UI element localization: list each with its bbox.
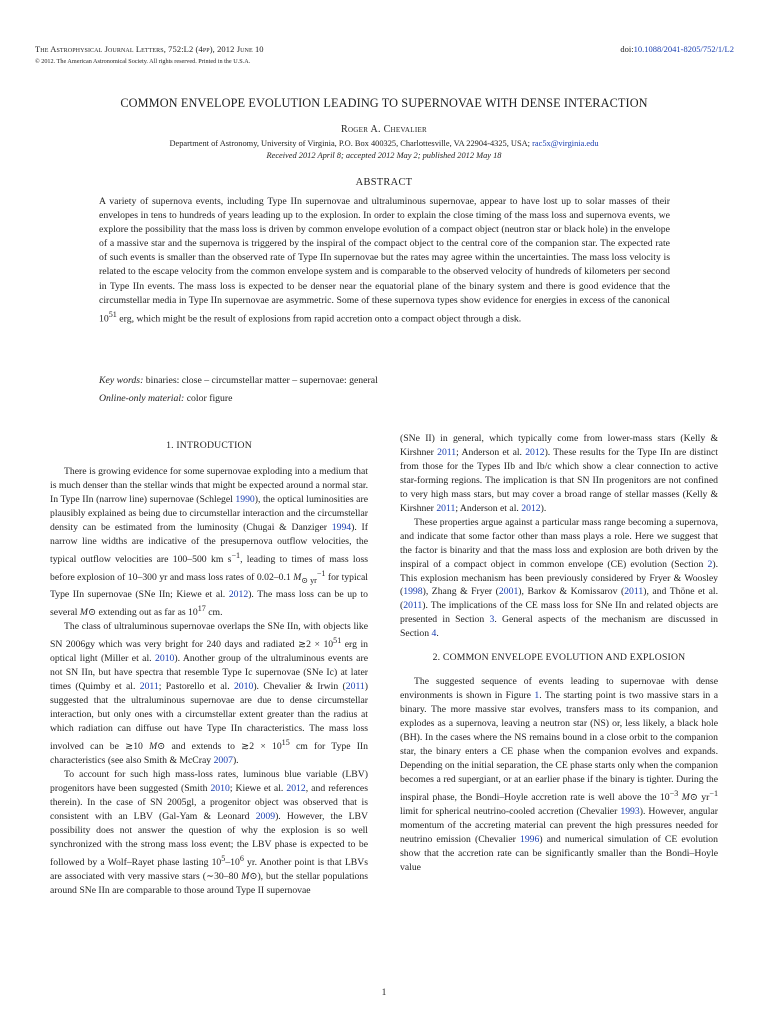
author-name: Roger A. Chevalier bbox=[340, 124, 428, 135]
citation-link[interactable]: 2011 bbox=[403, 600, 423, 612]
online-material-label: Online-only material: bbox=[99, 392, 185, 404]
publication-dates: Received 2012 April 8; accepted 2012 May 2; published 2012 May 18 bbox=[266, 151, 502, 160]
abstract-text: A variety of supernova events, including Type IIn supernovae and ultraluminous supernovae, appear to have lost up to solar masses of their envelopes in tens to hundreds of years leading up to the explosion. In order to explain the close timing of the mass loss and supernova events, we explore the possibility that the mass loss is driven by common envelope evolution of a compact object (neutron star or black hole) in the envelope of a massive star and the supernova is triggered by the inspiral of the compact object to the central core of the companion star. The expected rate of such events is smaller than the observed rate of Type IIn supernovae but the rates may agree within the uncertainties. The mass loss velocity is related to the escape velocity from the common envelope system and is comparable to the observed velocity of hundreds of kilometers per second in Type IIn events. The mass loss is expected to be denser near the equatorial plane of the binary system and there is good evidence that the circumstellar media in Type IIn supernovae are asymmetric. Some of these supernova types show evidence for energies in excess of the canonical $10^{51}$ erg, which might be the result of explosions from rapid accretion onto a compact object through a disk. bbox=[99, 196, 670, 324]
paragraph: There is growing evidence for some supernovae exploding into a medium that is much denser than the stellar winds that might be expected around a normal star. In Type IIn (narrow line) supernovae (Schlegel 1990), the optical luminosities are plausibly explained as being due to circumstellar interaction and the circumstellar density can be estimated from the luminosity (Chugai & Danziger 1994). If narrow line widths are indicative of the presupernova outflow velocities, the typical outflow velocities are 100–500 km $s^{-1}$, leading to times of mass loss before explosion of 10–300 yr and mass loss rates of 0.02–0.1 $M_{⊙ yr}^{-1}$ for typical Type IIn supernovae (SNe IIn; Kiewe et al. 2012). The mass loss can be up to several M⊙ extending out as far as $10^{17}$ cm. bbox=[50, 465, 368, 619]
keywords-block bbox=[99, 372, 670, 407]
citation-link[interactable]: 2012 bbox=[521, 502, 541, 514]
citation-link[interactable]: 2012 bbox=[525, 446, 545, 458]
section-link[interactable]: 4 bbox=[431, 628, 437, 640]
section-link[interactable]: 3 bbox=[489, 614, 495, 626]
left-column bbox=[50, 432, 368, 898]
affiliation-block bbox=[0, 138, 768, 162]
paragraph: The class of ultraluminous supernovae overlaps the SNe IIn, with objects like SN 2006gy which was very bright for 240 days and radiated ≳2 × $10^{51}$ erg in optical light (Miller et al. 2010). Another group of the ultraluminous events are not SN IIn, but have spectra that resemble Type Ic supernovae (SNe Ic) at later times (Quimby et al. 2011; Pastorello et al. 2010). Chevalier & Irwin (2011) suggested that the ultraluminous supernovae are due to dense circumstellar interaction, but only ones with a circumstellar extent greater than the radius at which radiation can diffuse out have Type IIn characteristics. The mass loss involved can be ≳10 M⊙ and extends to ≳2 × $10^{15}$ cm for Type IIn characteristics (see also Smith & McCray 2007). bbox=[50, 621, 369, 767]
citation-link[interactable]: 2011 bbox=[436, 502, 456, 514]
online-material: color figure bbox=[186, 392, 233, 404]
citation-link[interactable]: 2011 bbox=[139, 681, 159, 693]
paragraph: These properties argue against a particular mass range becoming a supernova, and indicate that some factor other than mass plays a role. Here we suggest that the factor is binarity and that the mass loss and explosion are both driven by the inspiral of a compact object in common envelope (CE) evolution (Section 2). This explosion mechanism has been previously considered by Fryer & Woosley (1998), Zhang & Fryer (2001), Barkov & Komissarov (2011), and Thöne et al. (2011). The implications of the CE mass loss for SNe IIn and related objects are presented in Section 3. General aspects of the mechanism are discussed in Section 4. bbox=[400, 516, 718, 640]
paragraph: To account for such high mass-loss rates, luminous blue variable (LBV) progenitors have been suggested (Smith 2010; Kiewe et al. 2012, and references therein). In the case of SN 2005gl, a progenitor object was observed that is consistent with an LBV (Gal-Yam & Leonard 2009). However, the LBV possibility does not answer the question of why the explosion is so well synchronized with the strong mass loss event; the LBV phase is expected to be followed by a Wolf–Rayet phase lasting $10^5-10^6$ yr. Another point is that LBVs are associated with very massive stars (∼30–80 M⊙), but the stellar populations around SNe IIn are comparable to those around Type II supernovae bbox=[50, 769, 369, 896]
author-email-link[interactable]: rac5x@virginia.edu bbox=[532, 139, 599, 148]
citation-link[interactable]: 2011 bbox=[437, 446, 457, 458]
section-heading-common-envelope: 2. COMMON ENVELOPE EVOLUTION AND EXPLOSION bbox=[432, 652, 686, 664]
citation-link[interactable]: 2012 bbox=[286, 783, 306, 795]
affiliation: Department of Astronomy, University of Virginia, P.O. Box 400325, Charlottesville, VA 22904-4325, USA; bbox=[169, 139, 531, 148]
journal-header bbox=[35, 44, 264, 67]
citation-link[interactable]: 2011 bbox=[345, 681, 365, 693]
right-column bbox=[400, 432, 718, 875]
page-number: 1 bbox=[381, 988, 387, 998]
citation-link[interactable]: 1990 bbox=[235, 493, 255, 505]
copyright-line: © 2012. The American Astronomical Society. All rights reserved. Printed in the U.S.A. bbox=[35, 58, 251, 65]
paper-title: COMMON ENVELOPE EVOLUTION LEADING TO SUPERNOVAE WITH DENSE INTERACTION bbox=[120, 96, 648, 110]
citation-link[interactable]: 1993 bbox=[620, 806, 640, 818]
doi-link[interactable]: 10.1088/2041-8205/752/1/L2 bbox=[633, 44, 734, 54]
keywords-label: Key words: bbox=[99, 375, 144, 386]
citation-link[interactable]: 2010 bbox=[155, 653, 175, 665]
journal-citation: The Astrophysical Journal Letters, 752:L2 (4pp), 2012 June 10 bbox=[35, 44, 264, 54]
citation-link[interactable]: 1998 bbox=[403, 586, 423, 598]
section-link[interactable]: 2 bbox=[707, 558, 713, 570]
abstract-heading: ABSTRACT bbox=[355, 177, 413, 188]
doi-prefix: doi: bbox=[620, 44, 634, 54]
doi-header bbox=[620, 44, 734, 55]
citation-link[interactable]: 2010 bbox=[233, 681, 254, 693]
citation-link[interactable]: 2009 bbox=[255, 810, 276, 822]
figure-link[interactable]: 1 bbox=[534, 690, 540, 702]
section-heading-introduction: 1. INTRODUCTION bbox=[166, 440, 252, 451]
citation-link[interactable]: 2010 bbox=[210, 783, 230, 795]
paragraph: (SNe II) in general, which typically come from lower-mass stars (Kelly & Kirshner 2011; Anderson et al. 2012). These results for the Type IIn are distinct from those for the Types IIb and Ib/c which show a clear connection to active star-forming regions. The implication is that SN IIn progenitors are not confined to very high mass stars, but may cover a broad range of stellar masses (Kelly & Kirshner 2011; Anderson et al. 2012). bbox=[400, 433, 718, 514]
keywords: binaries: close – circumstellar matter – supernovae: general bbox=[145, 375, 378, 386]
citation-link[interactable]: 2001 bbox=[498, 586, 519, 598]
citation-link[interactable]: 2012 bbox=[228, 588, 249, 600]
citation-link[interactable]: 2011 bbox=[624, 586, 644, 598]
paragraph: The suggested sequence of events leading to supernovae with dense environments is shown in Figure 1. The starting point is two massive stars in a binary. The more massive star evolves, transfers mass to its companion, and explodes as a supernova, leaving a neutron star (NS) or, less likely, a black hole (BH). In the cases where the NS remains bound in a close orbit to the companion star, the binary enters a CE phase when the companion evolves and expands. Depending on the initial separation, the CE phase starts only when the companion becomes a red supergiant, or at an earlier phase if the binary is tighter. During the inspiral phase, the Bondi–Hoyle accretion rate is well above the $10^{-3}$ M⊙ $yr^{-1}$ limit for spherical neutrino-cooled accretion (Chevalier 1993). However, angular momentum of the accreting material can prevent the high pressures needed for neutrino emission (Chevalier 1996) and numerical simulation of CE evolution show that the accretion rate can be significantly smaller than the Bondi–Hoyle value bbox=[400, 676, 718, 873]
citation-link[interactable]: 1996 bbox=[519, 833, 540, 845]
citation-link[interactable]: 1994 bbox=[331, 521, 352, 533]
citation-link[interactable]: 2007 bbox=[213, 755, 233, 767]
